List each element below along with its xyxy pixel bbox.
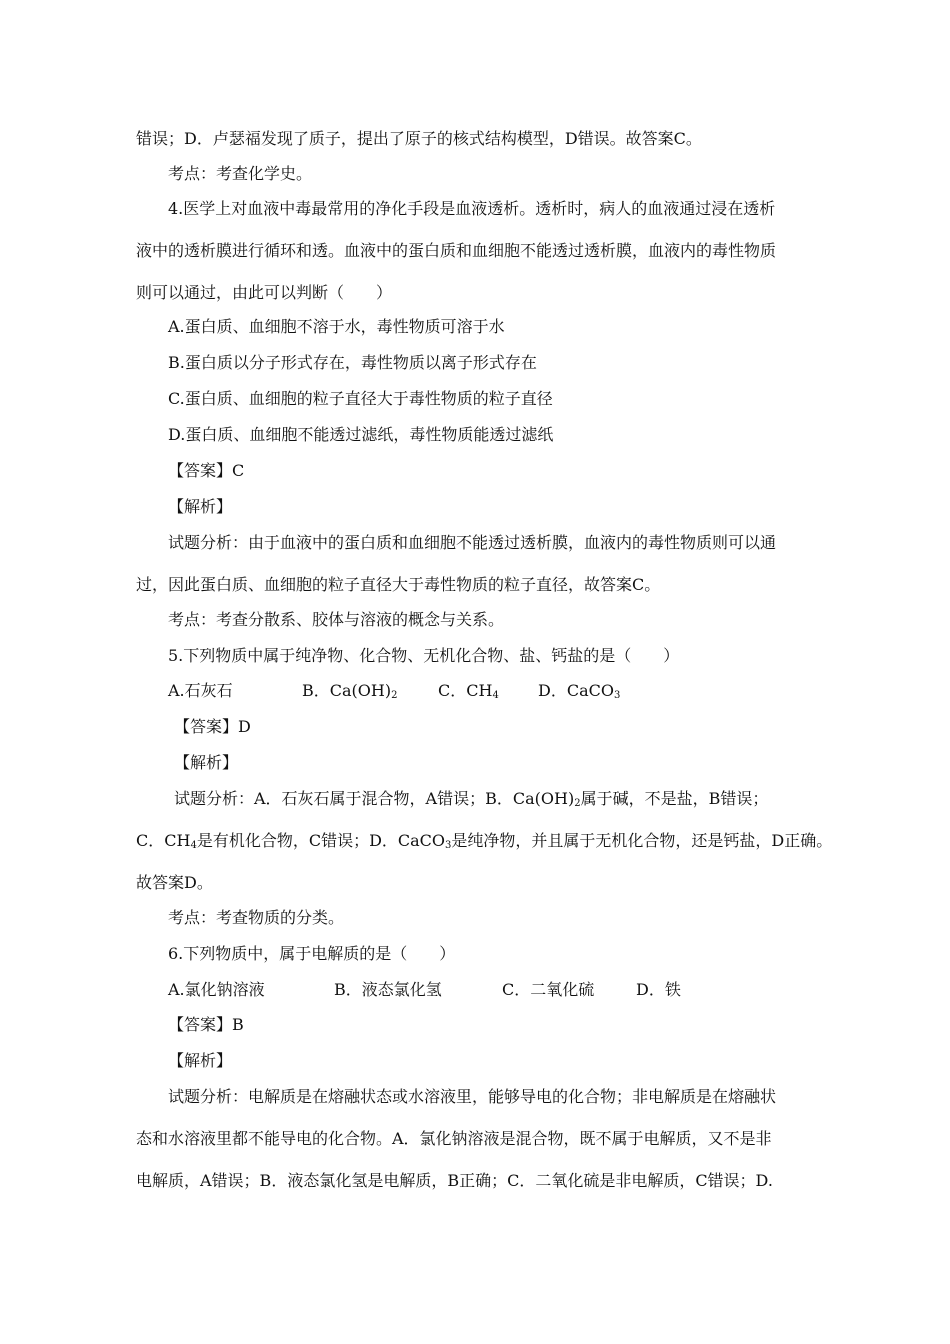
q4-jiexi-heading: 【解析】: [168, 497, 233, 516]
q5-analysis-line1: 试题分析：A．石灰石属于混合物，A错误；B．$Ca(OH)_2$属于碱，不是盐，B错误；: [174, 789, 769, 809]
q5-option-b: B．$Ca(OH)_2$: [302, 681, 398, 701]
q4-kaodian: 考点：考查分散系、胶体与溶液的概念与关系。: [168, 610, 505, 629]
q4-stem-line3: 则可以通过，由此可以判断（ ）: [136, 283, 393, 302]
q6-option-d: D．铁: [636, 980, 681, 999]
prev-kaodian: 考点：考查化学史。: [168, 164, 313, 183]
q6-option-a: A.氯化钠溶液: [168, 980, 265, 999]
q4-answer: 【答案】C: [168, 461, 245, 480]
q6-option-c: C．二氧化硫: [502, 980, 595, 999]
q4-stem-line2: 液中的透析膜进行循环和透。血液中的蛋白质和血细胞不能透过透析膜，血液内的毒性物质: [136, 241, 777, 260]
q5-stem: 5.下列物质中属于纯净物、化合物、无机化合物、盐、钙盐的是（ ）: [168, 646, 680, 665]
q6-stem: 6.下列物质中，属于电解质的是（ ）: [168, 944, 456, 963]
q5-option-c: C．$CH_4$: [438, 681, 499, 701]
q5-kaodian: 考点：考查物质的分类。: [168, 908, 345, 927]
q4-option-b: B.蛋白质以分子形式存在，毒性物质以离子形式存在: [168, 353, 537, 372]
q6-option-b: B．液态氯化氢: [334, 980, 442, 999]
q5-jiexi-heading: 【解析】: [174, 753, 239, 772]
q4-option-d: D.蛋白质、血细胞不能透过滤纸，毒性物质能透过滤纸: [168, 425, 554, 444]
prev-answer-continuation: 错误；D．卢瑟福发现了质子，提出了原子的核式结构模型，D错误。故答案C。: [136, 129, 702, 148]
q6-analysis-line2: 态和水溶液里都不能导电的化合物。A．氯化钠溶液是混合物，既不属于电解质，又不是非: [136, 1129, 772, 1148]
q4-stem-line1: 4.医学上对血液中毒最常用的净化手段是血液透析。透析时，病人的血液通过浸在透析: [168, 199, 776, 218]
q6-analysis-line3: 电解质，A错误；B．液态氯化氢是电解质，B正确；C．二氧化硫是非电解质，C错误；D.: [136, 1171, 773, 1190]
q4-option-a: A.蛋白质、血细胞不溶于水，毒性物质可溶于水: [168, 317, 505, 336]
q4-option-c: C.蛋白质、血细胞的粒子直径大于毒性物质的粒子直径: [168, 389, 553, 408]
q6-analysis-line1: 试题分析：电解质是在熔融状态或水溶液里，能够导电的化合物；非电解质是在熔融状: [168, 1087, 777, 1106]
q5-answer: 【答案】D: [174, 717, 251, 736]
q5-analysis-line3: 故答案D。: [136, 873, 213, 892]
q6-jiexi-heading: 【解析】: [168, 1051, 233, 1070]
q4-analysis-line2: 过，因此蛋白质、血细胞的粒子直径大于毒性物质的粒子直径，故答案C。: [136, 575, 661, 594]
q5-option-a: A.石灰石: [168, 681, 233, 700]
q5-analysis-line2: C．$CH_4$是有机化合物，C错误；D．CaCO$_3$是纯净物，并且属于无机化合物，还是钙盐，D正确。: [136, 831, 833, 851]
q5-option-d: D．CaCO$_3$: [538, 681, 621, 701]
q6-answer: 【答案】B: [168, 1015, 244, 1034]
q4-analysis-line1: 试题分析：由于血液中的蛋白质和血细胞不能透过透析膜，血液内的毒性物质则可以通: [168, 533, 777, 552]
